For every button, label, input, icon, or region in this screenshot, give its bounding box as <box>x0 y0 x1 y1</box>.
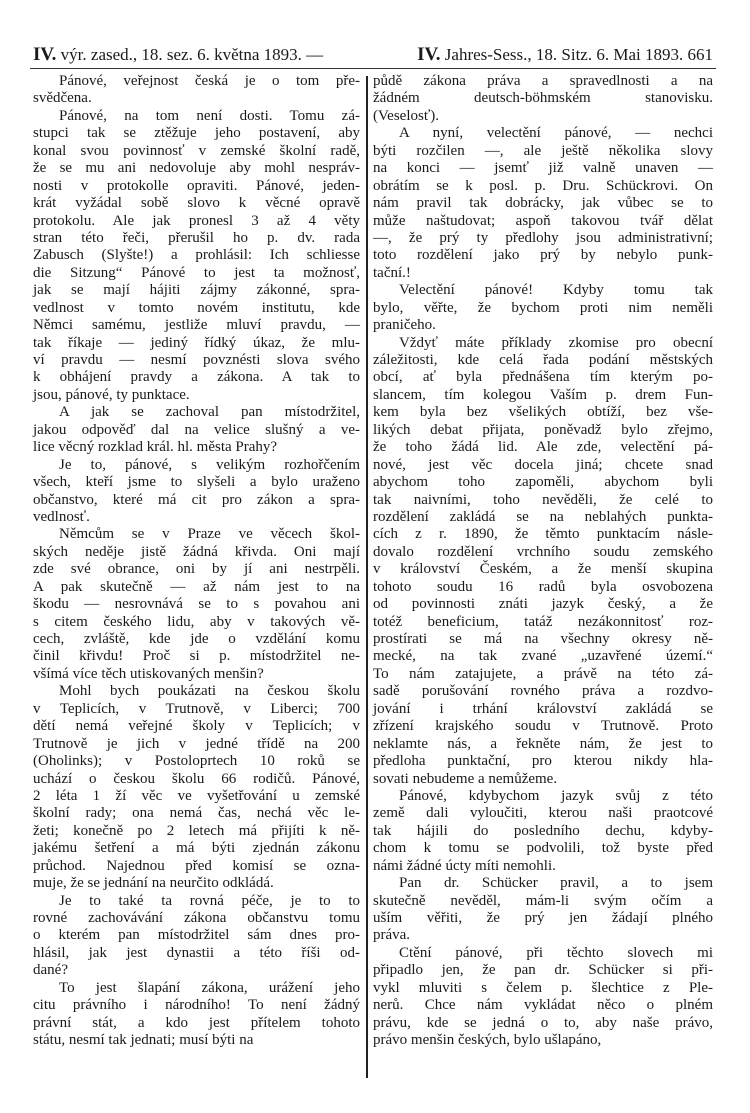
text-line: právní stát, a kdo jest přítelem tohoto <box>33 1014 360 1031</box>
text-line: cích z r. 1890, že těmto punktacím násle- <box>373 526 713 543</box>
text-line: na konci — jsemť již valně unaven — <box>373 160 713 177</box>
paragraph <box>33 108 360 404</box>
text-line: To jest šlapání zákona, urážení jeho <box>59 979 360 996</box>
text-line: předloha punktační, pro kterou nikdy hla- <box>373 753 713 770</box>
text-line: Ctění pánové, při těchto slovech mi <box>399 944 713 961</box>
text-line: vedlnosť. <box>33 508 90 525</box>
header-czech <box>33 44 323 66</box>
text-line: chom k tomu se podvolili, tož byste před <box>373 840 713 857</box>
left-column <box>33 73 360 1050</box>
text-line: nosti v protokolle opraviti. Pánové, jeden- <box>33 177 360 194</box>
paragraph <box>33 73 360 108</box>
text-line: nám pravil tak dobrácky, jak vůbec se to <box>373 195 713 212</box>
text-line: Vždyť máte příklady zkomise pro obecní <box>399 334 713 351</box>
text-line: kem byla bez všelikých obtíží, bez vše- <box>373 404 713 421</box>
text-line: A jak se zachoval pan místodržitel, <box>59 404 360 421</box>
paragraph <box>373 335 713 788</box>
paragraph <box>373 282 713 334</box>
text-line: Němcům se v Praze ve věcech škol- <box>59 526 360 543</box>
text-line: neklamte nás, a řekněte nám, že jest to <box>373 735 713 752</box>
text-line: Velectění pánové! Kdyby tomu tak <box>399 282 713 299</box>
text-line: (Oholinks); v Postoloprtech 10 roků se <box>33 753 360 770</box>
text-line: dětí nemá veřejné školy v Teplicích; v <box>33 718 360 735</box>
text-line: tak říkaje — jediný řídký úkaz, že mlu- <box>33 334 360 351</box>
text-line: To nám zatajujete, a právě na této zá- <box>373 665 713 682</box>
text-line: A pak skutečně — až nám jest to na <box>33 578 360 595</box>
text-line: země dali vyloučiti, kterou naši praotcové <box>373 805 713 822</box>
text-line: krát vyžádal sobě slovo k věcné opravě <box>33 195 360 212</box>
text-line: Trutnově je jich v jedné třídě na 200 <box>33 735 360 752</box>
text-line: vykl mluviti s čelem p. šlechtice z Ple- <box>373 979 713 996</box>
text-line: tak naivními, toho nevěděli, že celé to <box>373 491 713 508</box>
page-number: 661 <box>687 45 713 64</box>
text-line: toto rozdělení jako prý by nebylo punk- <box>373 247 713 264</box>
paragraph <box>33 683 360 892</box>
text-line: dovalo rozdělení vrchního soudu zemského <box>373 543 713 560</box>
text-line: nové, jest věc docela jiná; chcete snad <box>373 456 713 473</box>
text-line: uším věřiti, že prý jen žádají plného <box>373 910 713 926</box>
text-line: Mohl bych poukázati na českou školu <box>59 683 360 700</box>
text-line: k obhájení pravdy a zákona. A tak to <box>33 369 360 386</box>
text-line: vedlnost v tomto novém institutu, kde <box>33 299 360 316</box>
text-line: státu, nesmí tak jednati; musí býti na <box>33 1032 254 1049</box>
text-line: záležitosti, kde celá řada podání městských <box>373 352 713 368</box>
paragraph <box>33 893 360 980</box>
header-german <box>417 44 713 66</box>
text-line: slancem, tím kolegou Vaším p. drem Fun- <box>373 386 713 403</box>
text-line: stran této řeči, přerušil ho p. dv. rada <box>33 229 360 246</box>
text-line: sadě porušování rovného práva a rozdvo- <box>373 683 713 700</box>
text-line: Pan dr. Schücker pravil, a to jsem <box>399 875 713 892</box>
header-german-text: Jahres-Sess., 18. Sitz. 6. Mai 1893. <box>444 45 684 64</box>
paragraph <box>33 457 360 527</box>
text-line: ví pravdu — nesmí povznésti slova svého <box>33 352 360 368</box>
text-line: abychom toho zapoměli, abychom byli <box>373 474 713 491</box>
text-line: o kterém pan místodržitel sám dnes pro- <box>33 927 360 944</box>
header-rule <box>30 68 716 69</box>
paragraph <box>33 980 360 1050</box>
paragraph <box>33 526 360 683</box>
text-line: sovati nebudeme a nemůžeme. <box>373 770 558 787</box>
text-line: půdě zákona práva a spravedlnosti a na <box>373 73 713 89</box>
text-line: protokolu. Ale jak pronesl 3 až 4 věty <box>33 212 360 229</box>
text-line: likých debat přijata, poněvadž bylo zřejmo, <box>373 421 713 438</box>
text-line: tační.! <box>373 264 411 281</box>
paragraph <box>373 788 713 875</box>
text-line: všímá více těch utiskovaných menšin? <box>33 665 264 682</box>
text-line: (Veselosť). <box>373 107 439 124</box>
column-divider <box>366 76 368 1078</box>
text-line: průchod. Najednou před komisí se ozna- <box>33 857 360 874</box>
text-line: svědčena. <box>33 90 92 107</box>
text-line: práva. <box>373 927 411 944</box>
paragraph <box>373 125 713 282</box>
text-line: die Sitzung“ Pánové to jest ta možnosť, <box>33 264 360 281</box>
text-line: mecké, na tak zvané „uzavřené území.“ <box>373 648 713 665</box>
text-line: muje, že se jednání na neurčito odkládá. <box>33 875 274 892</box>
text-line: může naštudovat; aspoň takovou tvář dělat <box>373 212 713 229</box>
text-line: —, že prý ty předlohy jsou administrativní; <box>373 229 713 246</box>
text-line: rozdělení zakládá se na neblahých punkta- <box>373 508 713 525</box>
text-line: námi žádné úcty míti nemohli. <box>373 857 556 874</box>
text-line: A nyní, velectění pánové, — nechci <box>399 125 713 142</box>
text-line: právu, kde se jedná o to, aby naše právo, <box>373 1014 713 1031</box>
text-line: praničeho. <box>373 317 436 334</box>
text-line: škodu — nesrovnává se to s povahou ani <box>33 596 360 613</box>
text-line: obcí, ať byla přednášena tím kterým po- <box>373 369 713 386</box>
running-header <box>33 44 713 68</box>
right-column <box>373 73 713 1050</box>
text-line: připadlo jen, že pan dr. Schücker si při- <box>373 962 713 979</box>
text-line: totéž beneficium, tatáž nezákonnitosť roz- <box>373 613 713 630</box>
text-line: ských neděje jistě žádná křivda. Oni mají <box>33 543 360 560</box>
text-line: 2 léta 1 ží věc ve vyšetřování u zemské <box>33 787 360 804</box>
text-line: bylo, věřte, že bychom proti nim neměli <box>373 299 713 316</box>
header-german-roman: IV. <box>417 44 441 65</box>
text-line: žádném deutsch-böhmském stanovisku. <box>373 90 713 107</box>
text-line: všech, kteří jsme to slyšeli a bylo uraženo <box>33 474 360 491</box>
header-czech-roman: IV. <box>33 44 57 65</box>
text-line: Zabusch (Slyšte!) a prohlásil: Ich schliesse <box>33 247 360 264</box>
paragraph <box>373 73 713 125</box>
text-line: jakému šetření a má býti zjednán zákonu <box>33 840 360 857</box>
text-line: zde své obrance, oni by jí ani nestrpěli. <box>33 561 360 578</box>
text-line: jování i trhání království zakládá se <box>373 700 713 717</box>
text-line: dané? <box>33 962 68 979</box>
text-line: citu právního i národního! To není žádný <box>33 997 360 1014</box>
header-czech-text: výr. zased., 18. sez. 6. května 1893. — <box>60 45 324 64</box>
text-line: žeti; konečně po 2 letech má přijíti k ně- <box>33 822 360 839</box>
text-line: Pánové, na tom není dosti. Tomu zá- <box>59 107 360 124</box>
text-line: jak se mají hájiti zájmy zákonné, spra- <box>33 282 360 299</box>
text-line: že se mu ani nedovoluje aby mohl nespráv- <box>33 160 360 177</box>
text-line: občanstvo, které má cit pro zákon a spra- <box>33 491 360 508</box>
text-line: stupci tak se ztěžuje jeho postavení, aby <box>33 125 360 142</box>
text-line: tohoto soudu 16 radů byla osvobozena <box>373 578 713 595</box>
paragraph <box>373 875 713 945</box>
paragraph <box>33 404 360 456</box>
text-line: obrátím se k posl. p. Dru. Schückrovi. On <box>373 177 713 194</box>
text-line: Pánové, veřejnost česká je o tom pře- <box>59 73 360 89</box>
text-line: nerů. Chce nám vykládat něco o plném <box>373 997 713 1014</box>
text-line: prostírati se má na všechny okresy ně- <box>373 631 713 647</box>
text-line: Je to, pánové, s velikým rozhořčením <box>59 456 360 473</box>
text-line: cech, zvláště, kde jde o vzdělání komu <box>33 631 360 647</box>
text-line: býti rozčilen —, ale ještě několika slovy <box>373 142 713 159</box>
text-line: Pánové, kdybychom jazyk svůj z této <box>399 787 713 804</box>
text-line: v Teplicích, v Trutnově, v Liberci; 700 <box>33 700 360 717</box>
text-line: jakou odpověď dal na velice slušný a ve- <box>33 421 360 438</box>
text-line: tak hájili do posledního dechu, kdyby- <box>373 822 713 839</box>
text-line: v království Českém, a že menší skupina <box>373 561 713 578</box>
text-line: že toho žádá lid. Ale zde, velectění pá- <box>373 439 713 456</box>
text-line: činil křivdu! Proč si p. místodržitel ne- <box>33 648 360 665</box>
text-line: jsou, pánové, ty punktace. <box>33 386 190 403</box>
text-line: právo menšin českých, bylo ušlapáno, <box>373 1032 602 1049</box>
text-line: Je to také ta rovná péče, je to to <box>59 892 360 909</box>
text-line: uchází o českou školu 66 rodičů. Pánové, <box>33 770 360 787</box>
text-line: od povinnosti znáti jazyk český, a že <box>373 596 713 613</box>
text-line: rovné zachovávání zákona občanstvu tomu <box>33 910 360 926</box>
paragraph <box>373 945 713 1050</box>
text-line: Němci samému, jestliže mluví pravdu, — <box>33 317 360 334</box>
text-line: konal svou povinnosť v zemské školní radě, <box>33 142 360 159</box>
text-line: školní rady; ona nemá čas, nechá věc le- <box>33 805 360 822</box>
text-line: lice věcný rozklad král. hl. města Prahy? <box>33 439 278 456</box>
text-line: s citem českého lidu, aby v takových vě- <box>33 613 360 630</box>
text-line: zřízení krajského soudu v Trutnově. Proto <box>373 718 713 735</box>
text-line: hlásil, jak jest dynastii a této říši od- <box>33 944 360 961</box>
text-line: skutečně nevěděl, mám-li svým očím a <box>373 892 713 909</box>
